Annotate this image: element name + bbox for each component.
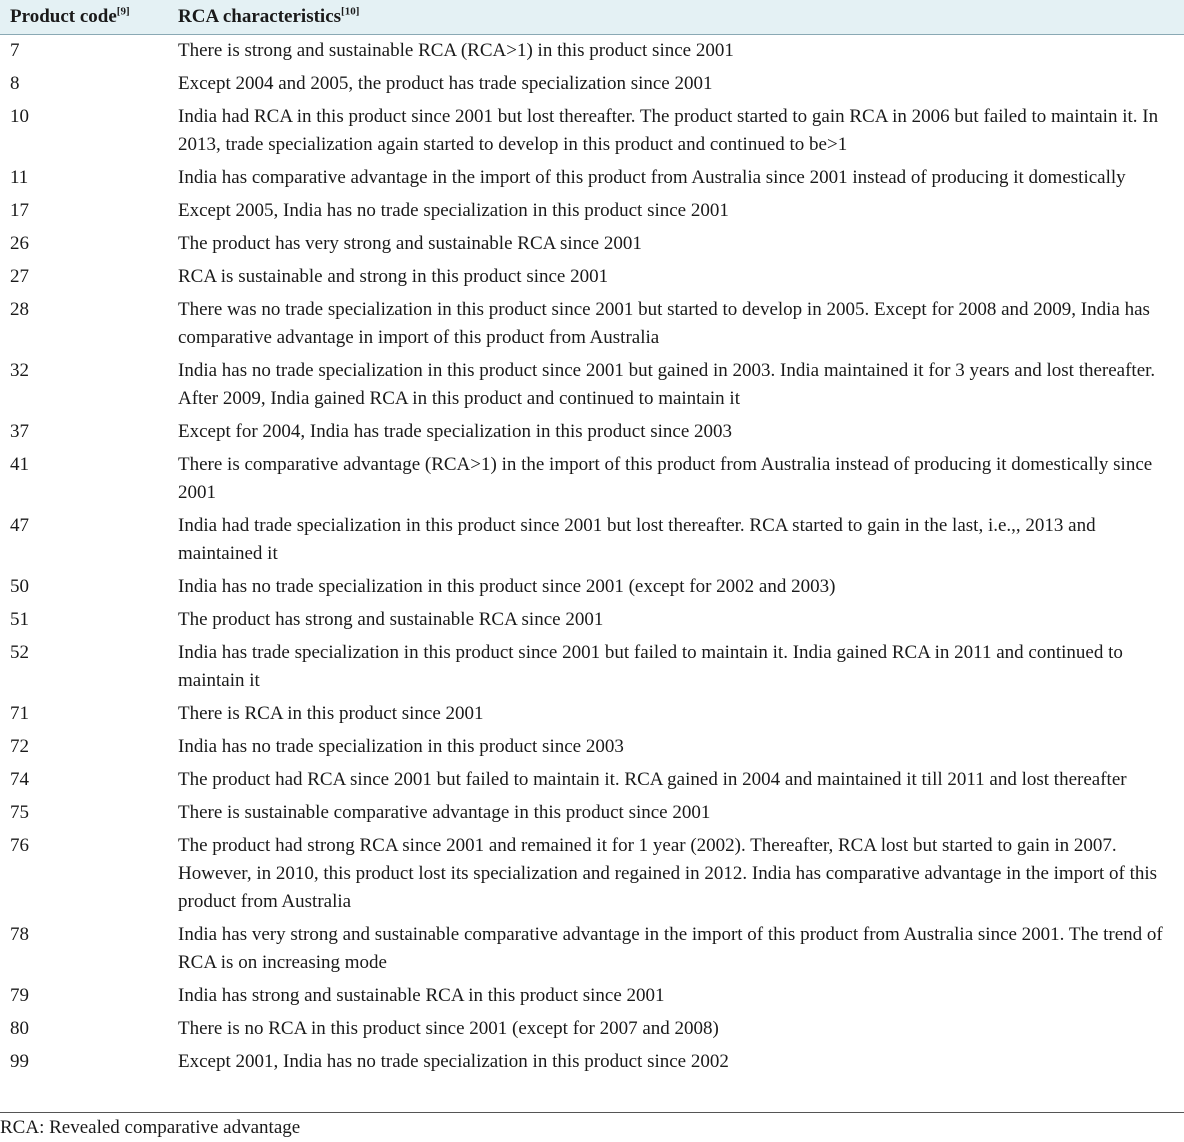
product-code-cell: 27 — [10, 266, 29, 287]
product-code-cell: 10 — [10, 106, 29, 127]
footnote-divider — [0, 1112, 1184, 1113]
product-code-cell: 80 — [10, 1018, 29, 1039]
table-footnote: RCA: Revealed comparative advantage — [0, 1117, 301, 1138]
rca-characteristics-cell: India had trade specialization in this product since 2001 but lost thereafter. RCA started to gain in the last, i.e.,, 2013 and maintained it — [178, 515, 1096, 564]
table-row — [0, 355, 1184, 416]
table-row — [0, 731, 1184, 764]
rca-characteristics-cell: Except 2001, India has no trade specialization in this product since 2002 — [178, 1051, 729, 1072]
product-code-cell: 11 — [10, 167, 29, 188]
product-code-cell: 51 — [10, 609, 29, 630]
table-row — [0, 830, 1184, 919]
header-rca-label: RCA characteristics — [178, 6, 342, 27]
table-row — [0, 698, 1184, 731]
table-row — [0, 1013, 1184, 1046]
product-code-cell: 50 — [10, 576, 29, 597]
table-row — [0, 261, 1184, 294]
table-row — [0, 797, 1184, 830]
rca-characteristics-cell: India had RCA in this product since 2001 but lost thereafter. The product started to gain RCA in 2006 but failed to maintain it. In 2013, trade specialization again started to develop in this product and continued to be>1 — [178, 106, 1159, 155]
product-code-cell: 28 — [10, 299, 29, 320]
rca-characteristics-cell: India has strong and sustainable RCA in this product since 2001 — [178, 985, 665, 1006]
table-row — [0, 510, 1184, 571]
table-row — [0, 195, 1184, 228]
product-code-cell: 72 — [10, 736, 29, 757]
rca-characteristics-cell: The product had RCA since 2001 but failed to maintain it. RCA gained in 2004 and maintained it till 2011 and lost thereafter — [178, 769, 1127, 790]
table-header — [0, 0, 1184, 35]
product-code-cell: 74 — [10, 769, 29, 790]
rca-characteristics-cell: Except 2005, India has no trade specialization in this product since 2001 — [178, 200, 729, 221]
table-row — [0, 764, 1184, 797]
table-row — [0, 980, 1184, 1013]
table-row — [0, 571, 1184, 604]
table-row — [0, 919, 1184, 980]
product-code-cell: 7 — [10, 40, 20, 61]
product-code-cell: 79 — [10, 985, 29, 1006]
rca-characteristics-cell: There is sustainable comparative advantage in this product since 2001 — [178, 802, 711, 823]
product-code-cell: 8 — [10, 73, 20, 94]
rca-characteristics-cell: Except 2004 and 2005, the product has trade specialization since 2001 — [178, 73, 713, 94]
table-row — [0, 1046, 1184, 1080]
rca-characteristics-cell: India has no trade specialization in this product since 2001 but gained in 2003. India maintained it for 3 years and lost thereafter. After 2009, India gained RCA in this product and continued to maintain it — [178, 360, 1156, 409]
rca-characteristics-cell: RCA is sustainable and strong in this product since 2001 — [178, 266, 609, 287]
product-code-cell: 75 — [10, 802, 29, 823]
header-rca-characteristics — [168, 0, 1184, 35]
rca-characteristics-cell: India has very strong and sustainable comparative advantage in the import of this product from Australia since 2001. The trend of RCA is on increasing mode — [178, 924, 1163, 973]
product-code-cell: 37 — [10, 421, 29, 442]
rca-characteristics-cell: India has trade specialization in this product since 2001 but failed to maintain it. India gained RCA in 2011 and continued to maintain it — [178, 642, 1123, 691]
table-row — [0, 449, 1184, 510]
product-code-cell: 47 — [10, 515, 29, 536]
header-product-code-ref: [9] — [116, 5, 130, 18]
rca-characteristics-cell: The product has strong and sustainable RCA since 2001 — [178, 609, 604, 630]
table-row — [0, 637, 1184, 698]
table-row — [0, 228, 1184, 261]
table-body — [0, 35, 1184, 1081]
product-code-cell: 78 — [10, 924, 29, 945]
rca-characteristics-cell: There is comparative advantage (RCA>1) in the import of this product from Australia instead of producing it domestically since 2001 — [178, 454, 1153, 503]
product-code-cell: 76 — [10, 835, 29, 856]
product-code-cell: 26 — [10, 233, 29, 254]
header-row — [0, 0, 1184, 35]
table-row — [0, 101, 1184, 162]
header-product-code — [0, 0, 168, 35]
product-code-cell: 41 — [10, 454, 29, 475]
rca-characteristics-cell: India has comparative advantage in the import of this product from Australia since 2001 instead of producing it domestically — [178, 167, 1126, 188]
header-rca-ref: [10] — [341, 5, 360, 18]
table-row — [0, 294, 1184, 355]
product-code-cell: 32 — [10, 360, 29, 381]
rca-characteristics-cell: The product has very strong and sustainable RCA since 2001 — [178, 233, 642, 254]
table-row — [0, 416, 1184, 449]
rca-characteristics-cell: The product had strong RCA since 2001 and remained it for 1 year (2002). Thereafter, RCA lost but started to gain in 2007. However, in 2010, this product lost its specialization and regained in 2012. India has comparative advantage in the import of this product from Australia — [178, 835, 1158, 912]
header-product-code-label: Product code — [10, 6, 117, 27]
table-row — [0, 162, 1184, 195]
rca-characteristics-cell: Except for 2004, India has trade specialization in this product since 2003 — [178, 421, 733, 442]
rca-characteristics-cell: India has no trade specialization in this product since 2001 (except for 2002 and 2003) — [178, 576, 836, 597]
product-code-cell: 99 — [10, 1051, 29, 1072]
rca-characteristics-cell: There is no RCA in this product since 2001 (except for 2007 and 2008) — [178, 1018, 719, 1039]
rca-characteristics-cell: There is strong and sustainable RCA (RCA>1) in this product since 2001 — [178, 40, 734, 61]
rca-characteristics-cell: There was no trade specialization in this product since 2001 but started to develop in 2005. Except for 2008 and 2009, India has comparative advantage in import of this product from Australia — [178, 299, 1150, 348]
table-row — [0, 35, 1184, 69]
table-row — [0, 68, 1184, 101]
rca-characteristics-cell: There is RCA in this product since 2001 — [178, 703, 484, 724]
product-code-cell: 17 — [10, 200, 29, 221]
product-code-cell: 52 — [10, 642, 29, 663]
rca-characteristics-cell: India has no trade specialization in this product since 2003 — [178, 736, 624, 757]
product-code-cell: 71 — [10, 703, 29, 724]
table-row — [0, 604, 1184, 637]
